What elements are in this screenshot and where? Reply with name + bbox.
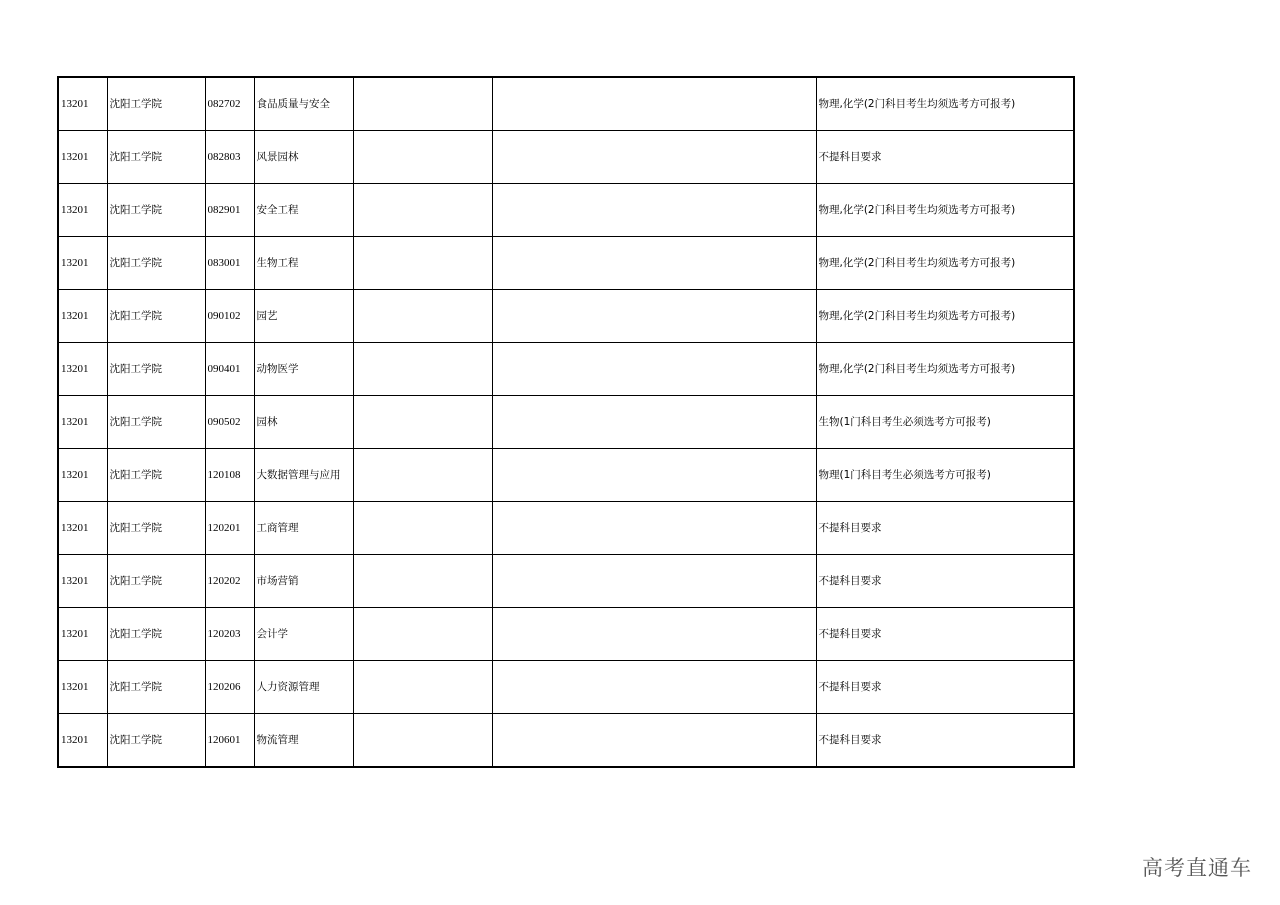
school-code-cell: 13201 (58, 396, 107, 449)
blank-cell (353, 184, 492, 237)
school-name-cell: 沈阳工学院 (107, 714, 205, 768)
blank-cell (353, 608, 492, 661)
school-code-cell: 13201 (58, 502, 107, 555)
blank-cell (492, 396, 816, 449)
school-name-cell: 沈阳工学院 (107, 608, 205, 661)
blank-cell (492, 237, 816, 290)
major-code-cell: 082803 (205, 131, 254, 184)
blank-cell (492, 343, 816, 396)
major-code-cell: 120203 (205, 608, 254, 661)
blank-cell (492, 608, 816, 661)
table-row (58, 449, 1074, 502)
school-code-cell: 13201 (58, 237, 107, 290)
blank-cell (492, 449, 816, 502)
blank-cell (492, 714, 816, 768)
major-name-cell: 风景园林 (254, 131, 353, 184)
major-name-cell: 动物医学 (254, 343, 353, 396)
major-name-cell: 人力资源管理 (254, 661, 353, 714)
school-name-cell: 沈阳工学院 (107, 290, 205, 343)
major-code-cell: 120201 (205, 502, 254, 555)
school-code-cell: 13201 (58, 714, 107, 768)
major-code-cell: 120601 (205, 714, 254, 768)
blank-cell (353, 131, 492, 184)
blank-cell (353, 396, 492, 449)
blank-cell (492, 290, 816, 343)
blank-cell (492, 502, 816, 555)
major-name-cell: 食品质量与安全 (254, 77, 353, 131)
school-name-cell: 沈阳工学院 (107, 237, 205, 290)
major-code-cell: 120206 (205, 661, 254, 714)
school-name-cell: 沈阳工学院 (107, 343, 205, 396)
blank-cell (353, 555, 492, 608)
blank-cell (353, 714, 492, 768)
major-code-cell: 083001 (205, 237, 254, 290)
subject-requirement-cell: 物理(1门科目考生必须选考方可报考) (816, 449, 1074, 502)
subject-requirement-cell: 不提科目要求 (816, 131, 1074, 184)
major-code-cell: 082702 (205, 77, 254, 131)
subject-requirement-cell: 物理,化学(2门科目考生均须选考方可报考) (816, 290, 1074, 343)
major-code-cell: 090401 (205, 343, 254, 396)
major-code-cell: 120202 (205, 555, 254, 608)
table-row (58, 608, 1074, 661)
school-code-cell: 13201 (58, 290, 107, 343)
major-name-cell: 市场营销 (254, 555, 353, 608)
school-code-cell: 13201 (58, 77, 107, 131)
table-row (58, 290, 1074, 343)
table-row (58, 184, 1074, 237)
blank-cell (492, 131, 816, 184)
subject-requirement-cell: 不提科目要求 (816, 714, 1074, 768)
table-body (58, 77, 1074, 767)
school-code-cell: 13201 (58, 184, 107, 237)
blank-cell (353, 237, 492, 290)
table-row (58, 555, 1074, 608)
requirements-table (57, 76, 1075, 768)
blank-cell (353, 290, 492, 343)
blank-cell (492, 184, 816, 237)
school-name-cell: 沈阳工学院 (107, 77, 205, 131)
major-name-cell: 园林 (254, 396, 353, 449)
blank-cell (353, 343, 492, 396)
major-name-cell: 物流管理 (254, 714, 353, 768)
major-name-cell: 会计学 (254, 608, 353, 661)
blank-cell (353, 77, 492, 131)
school-name-cell: 沈阳工学院 (107, 661, 205, 714)
blank-cell (353, 661, 492, 714)
subject-requirement-cell: 生物(1门科目考生必须选考方可报考) (816, 396, 1074, 449)
subject-requirement-cell: 不提科目要求 (816, 661, 1074, 714)
school-name-cell: 沈阳工学院 (107, 131, 205, 184)
blank-cell (492, 661, 816, 714)
table-row (58, 131, 1074, 184)
school-name-cell: 沈阳工学院 (107, 449, 205, 502)
blank-cell (353, 502, 492, 555)
blank-cell (492, 77, 816, 131)
table-row (58, 502, 1074, 555)
major-code-cell: 090102 (205, 290, 254, 343)
table-row (58, 714, 1074, 768)
major-name-cell: 生物工程 (254, 237, 353, 290)
subject-requirement-cell: 物理,化学(2门科目考生均须选考方可报考) (816, 77, 1074, 131)
major-name-cell: 大数据管理与应用 (254, 449, 353, 502)
blank-cell (492, 555, 816, 608)
school-name-cell: 沈阳工学院 (107, 502, 205, 555)
major-name-cell: 园艺 (254, 290, 353, 343)
major-code-cell: 090502 (205, 396, 254, 449)
table-row (58, 661, 1074, 714)
table-row (58, 396, 1074, 449)
school-code-cell: 13201 (58, 608, 107, 661)
table-row (58, 237, 1074, 290)
school-name-cell: 沈阳工学院 (107, 555, 205, 608)
blank-cell (353, 449, 492, 502)
school-name-cell: 沈阳工学院 (107, 396, 205, 449)
school-code-cell: 13201 (58, 343, 107, 396)
table-row (58, 343, 1074, 396)
subject-requirement-cell: 不提科目要求 (816, 502, 1074, 555)
school-name-cell: 沈阳工学院 (107, 184, 205, 237)
subject-requirement-cell: 不提科目要求 (816, 608, 1074, 661)
major-name-cell: 安全工程 (254, 184, 353, 237)
school-code-cell: 13201 (58, 555, 107, 608)
subject-requirement-cell: 不提科目要求 (816, 555, 1074, 608)
school-code-cell: 13201 (58, 131, 107, 184)
school-code-cell: 13201 (58, 449, 107, 502)
school-code-cell: 13201 (58, 661, 107, 714)
table-row (58, 77, 1074, 131)
major-code-cell: 120108 (205, 449, 254, 502)
subject-requirement-cell: 物理,化学(2门科目考生均须选考方可报考) (816, 184, 1074, 237)
major-code-cell: 082901 (205, 184, 254, 237)
subject-requirement-cell: 物理,化学(2门科目考生均须选考方可报考) (816, 343, 1074, 396)
major-name-cell: 工商管理 (254, 502, 353, 555)
subject-requirement-cell: 物理,化学(2门科目考生均须选考方可报考) (816, 237, 1074, 290)
watermark-logo: 高考直通车 (1142, 856, 1252, 880)
